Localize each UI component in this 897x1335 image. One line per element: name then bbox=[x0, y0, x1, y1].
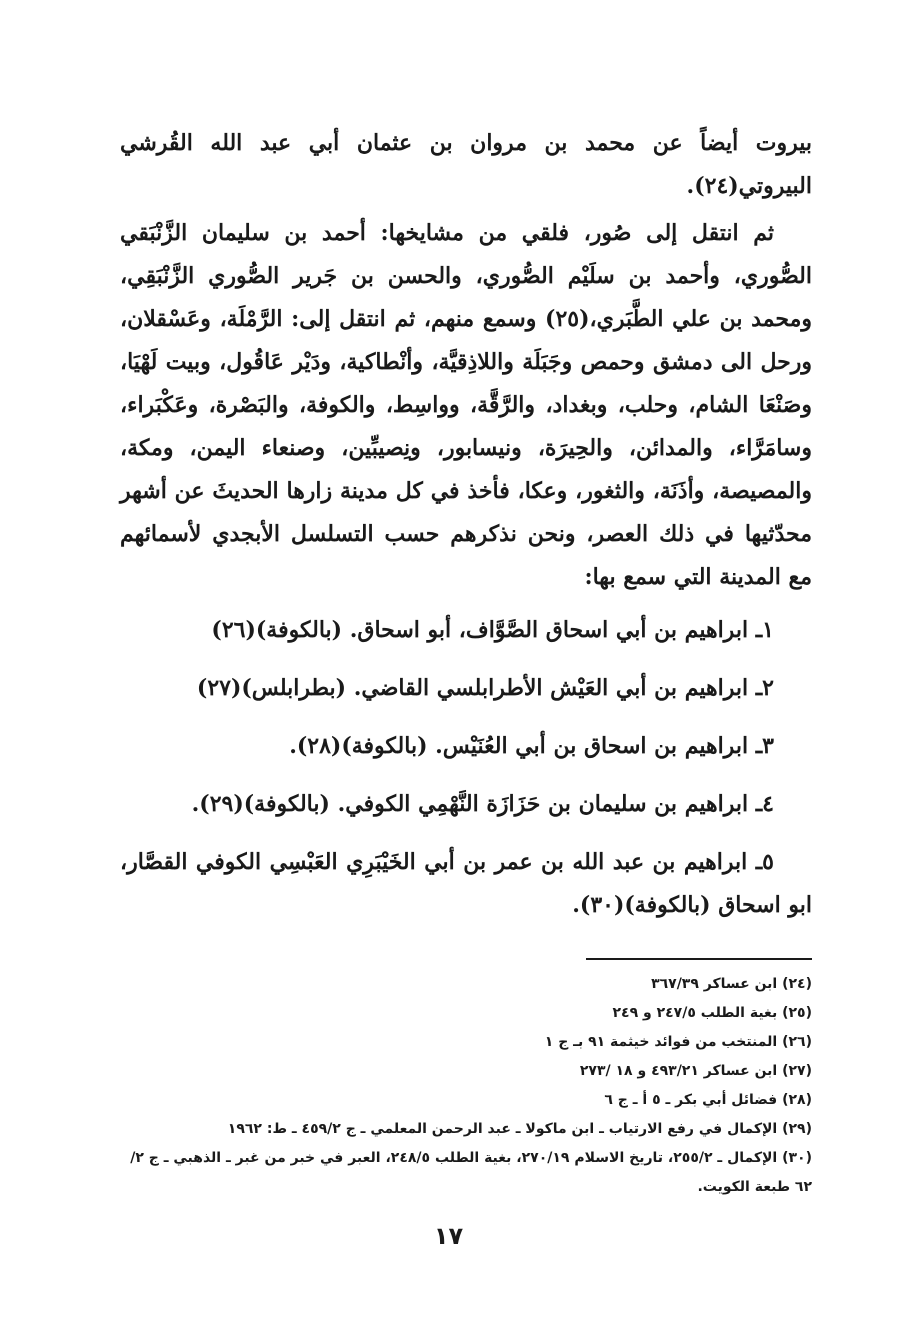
list-item: ٥ـ ابراهيم بن عبد الله بن عمر بن أبي الخَيْبَرِي العَبْسِي الكوفي القصَّار، ابو اسحاق (بالكوفة)(٣٠). bbox=[120, 849, 812, 918]
footnote: (٣٠) الإكمال ـ ٢٥٥/٢، تاريخ الاسلام ٢٧٠/١٩، بغية الطلب ٢٤٨/٥، العبر في خبر من غبر ـ الذهبي ـ ج ٢/ ٦٢ طبعة الكويت. bbox=[130, 1150, 812, 1195]
page-number: ١٧ bbox=[433, 1222, 464, 1250]
footnote: (٢٨) فضائل أبي بكر ـ ٥ أ ـ ج ٦ bbox=[604, 1092, 812, 1108]
list-item: ١ـ ابراهيم بن أبي اسحاق الصَّوَّاف، أبو اسحاق. (بالكوفة)(٢٦) bbox=[211, 617, 774, 643]
footnote: (٢٤) ابن عساكر ٣٦٧/٣٩ bbox=[651, 976, 812, 992]
footnotes bbox=[120, 970, 812, 1202]
footnote: (٢٩) الإكمال في رفع الارتياب ـ ابن ماكولا ـ عبد الرحمن المعلمي ـ ج ٤٥٩/٢ ـ ط: ١٩٦٢ bbox=[227, 1121, 812, 1137]
list-item: ٤ـ ابراهيم بن سليمان بن حَزَازَة النَّهْمِي الكوفي. (بالكوفة)(٢٩). bbox=[191, 791, 774, 817]
paragraph-journey: ثم انتقل إلى صُور، فلقي من مشايخها: أحمد بن سليمان الزَّنْبَقي الصُّوري، وأحمد بن سلَيْم الصُّوري، والحسن بن جَرير الصُّوري الزَّنْبَقِي، ومحمد بن علي الطَّبَري،(٢٥) وسمع منهم، ثم انتقل إلى: الرَّمْلَة، وعَسْقلان، ورحل الى دمشق وحمص وجَبَلَة واللاذِقيَّة، وأنْطاكية، ودَيْر عَاقُول، وبيت لَهْيَا، وصَنْعَا الشام، وحلب، وبغداد، والرَّقَّة، وواسِط، والكوفة، والبَصْرة، وعَكْبَراء، وسامَرَّاء، والمدائن، والحِيرَة، ونيسابور، ونِصيبِّين، وصنعاء اليمن، ومكة، والمصيصة، وأذَنَة، والثغور، وعكا، فأخذ في كل مدينة زارها الحديثَ عن أشهر محدّثيها في ذلك العصر، ونحن نذكرهم حسب التسلسل الأبجدي لأسمائهم مع المدينة التي سمع بها: bbox=[120, 220, 813, 590]
list-item: ٣ـ ابراهيم بن اسحاق بن أبي العُنَيْس. (بالكوفة)(٢٨). bbox=[289, 733, 774, 759]
footnote: (٢٦) المنتخب من فوائد خيثمة ٩١ بـ ج ١ bbox=[544, 1034, 812, 1050]
list-item: ٢ـ ابراهيم بن أبي العَيْش الأطرابلسي القاضي. (بطرابلس)(٢٧) bbox=[196, 675, 774, 701]
footnote: (٢٧) ابن عساكر ٤٩٣/٢١ و ١٨ /٢٧٣ bbox=[579, 1063, 812, 1079]
main-text bbox=[120, 122, 812, 942]
footnote: (٢٥) بغية الطلب ٢٤٧/٥ و ٢٤٩ bbox=[612, 1005, 812, 1021]
narrators-list bbox=[120, 609, 812, 927]
footnote-divider bbox=[586, 958, 812, 960]
paragraph-continuation: بيروت أيضاً عن محمد بن مروان بن عثمان أبي عبد الله القُرشي البيروتي(٢٤). bbox=[120, 130, 812, 199]
